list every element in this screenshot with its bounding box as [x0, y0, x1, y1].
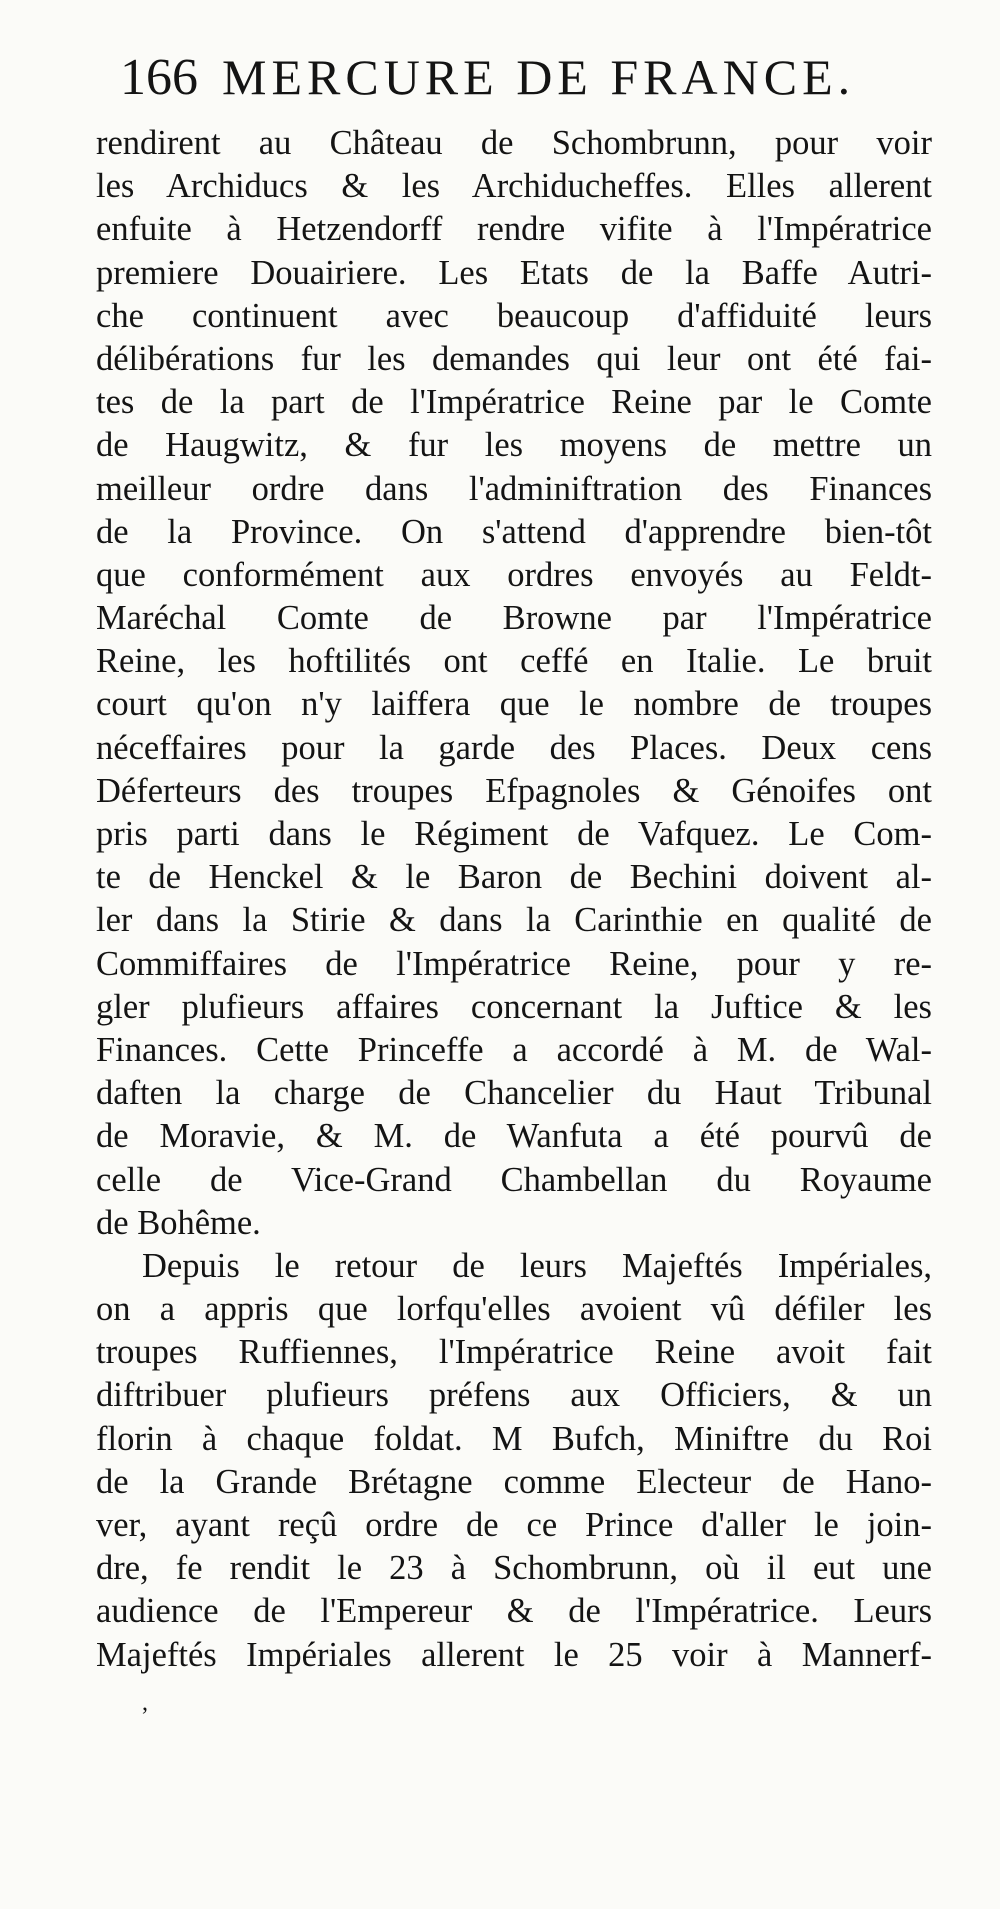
page-number: 166: [120, 49, 198, 106]
text-line: premiere Douairiere. Les Etats de la Baffe Autri-: [96, 253, 932, 292]
text-line: de la Grande Brétagne comme Electeur de Hano-: [96, 1462, 932, 1501]
text-line: délibérations fur les demandes qui leur ont été fai-: [96, 339, 932, 378]
text-line: te de Henckel & le Baron de Bechini doivent al-: [96, 858, 932, 897]
text-line: Maréchal Comte de Browne par l'Impératrice: [96, 599, 932, 638]
text-line: court qu'on n'y laiffera que le nombre de troupes: [96, 685, 932, 724]
bottom-mark: ,: [142, 1690, 148, 1716]
paragraph-2: [96, 1245, 932, 1677]
text-line: Majeftés Impériales allerent le 25 voir à Mannerf-: [96, 1635, 932, 1674]
text-line: pris parti dans le Régiment de Vafquez. Le Com-: [96, 815, 932, 853]
text-line: florin à chaque foldat. M Bufch, Miniftre du Roi: [96, 1419, 932, 1458]
text-line: dre, fe rendit le 23 à Schombrunn, où il eut une: [96, 1549, 932, 1588]
text-line: que conformément aux ordres envoyés au Feldt-: [96, 555, 932, 594]
text-line: Finances. Cette Princeffe a accordé à M. de Wal-: [96, 1030, 932, 1069]
text-line: tes de la part de l'Impératrice Reine par le Comte: [96, 383, 932, 422]
text-line: ver, ayant reçû ordre de ce Prince d'aller le join-: [96, 1506, 932, 1544]
text-line: troupes Ruffiennes, l'Impératrice Reine avoit fait: [96, 1333, 932, 1372]
text-line: Commiffaires de l'Impératrice Reine, pour y re-: [96, 944, 932, 983]
text-line: daften la charge de Chancelier du Haut Tribunal: [96, 1074, 932, 1113]
text-line: ler dans la Stirie & dans la Carinthie en qualité de: [96, 901, 932, 940]
text-line: Reine, les hoftilités ont ceffé en Italie. Le bruit: [96, 642, 932, 681]
text-line: les Archiducs & les Archiducheffes. Elles allerent: [96, 167, 932, 206]
text-line: de Bohême.: [96, 1203, 261, 1242]
text-line: celle de Vice-Grand Chambellan du Royaume: [96, 1160, 932, 1199]
text-line: audience de l'Empereur & de l'Impératrice. Leurs: [96, 1592, 932, 1631]
text-line: de Haugwitz, & fur les moyens de mettre un: [96, 426, 932, 465]
body-text: [96, 122, 932, 1677]
text-line: Depuis le retour de leurs Majeftés Impériales,: [142, 1246, 932, 1285]
text-line: de Moravie, & M. de Wanfuta a été pourvû de: [96, 1117, 932, 1156]
text-line: on a appris que lorfqu'elles avoient vû défiler les: [96, 1290, 932, 1329]
text-line: diftribuer plufieurs préfens aux Officiers, & un: [96, 1376, 932, 1415]
text-line: che continuent avec beaucoup d'affiduité leurs: [96, 296, 932, 335]
text-line: meilleur ordre dans l'adminiftration des Finances: [96, 469, 932, 508]
paragraph-1: [96, 122, 932, 1245]
running-title: MERCURE DE FRANCE.: [222, 49, 856, 105]
text-line: de la Province. On s'attend d'apprendre bien-tôt: [96, 512, 932, 551]
text-line: néceffaires pour la garde des Places. Deux cens: [96, 728, 932, 767]
running-header: [120, 48, 940, 118]
text-line: rendirent au Château de Schombrunn, pour voir: [96, 124, 932, 162]
text-line: gler plufieurs affaires concernant la Juftice & les: [96, 987, 932, 1026]
text-line: enfuite à Hetzendorff rendre vifite à l'Impératrice: [96, 210, 932, 249]
text-line: Déferteurs des troupes Efpagnoles & Génoifes ont: [96, 771, 932, 810]
